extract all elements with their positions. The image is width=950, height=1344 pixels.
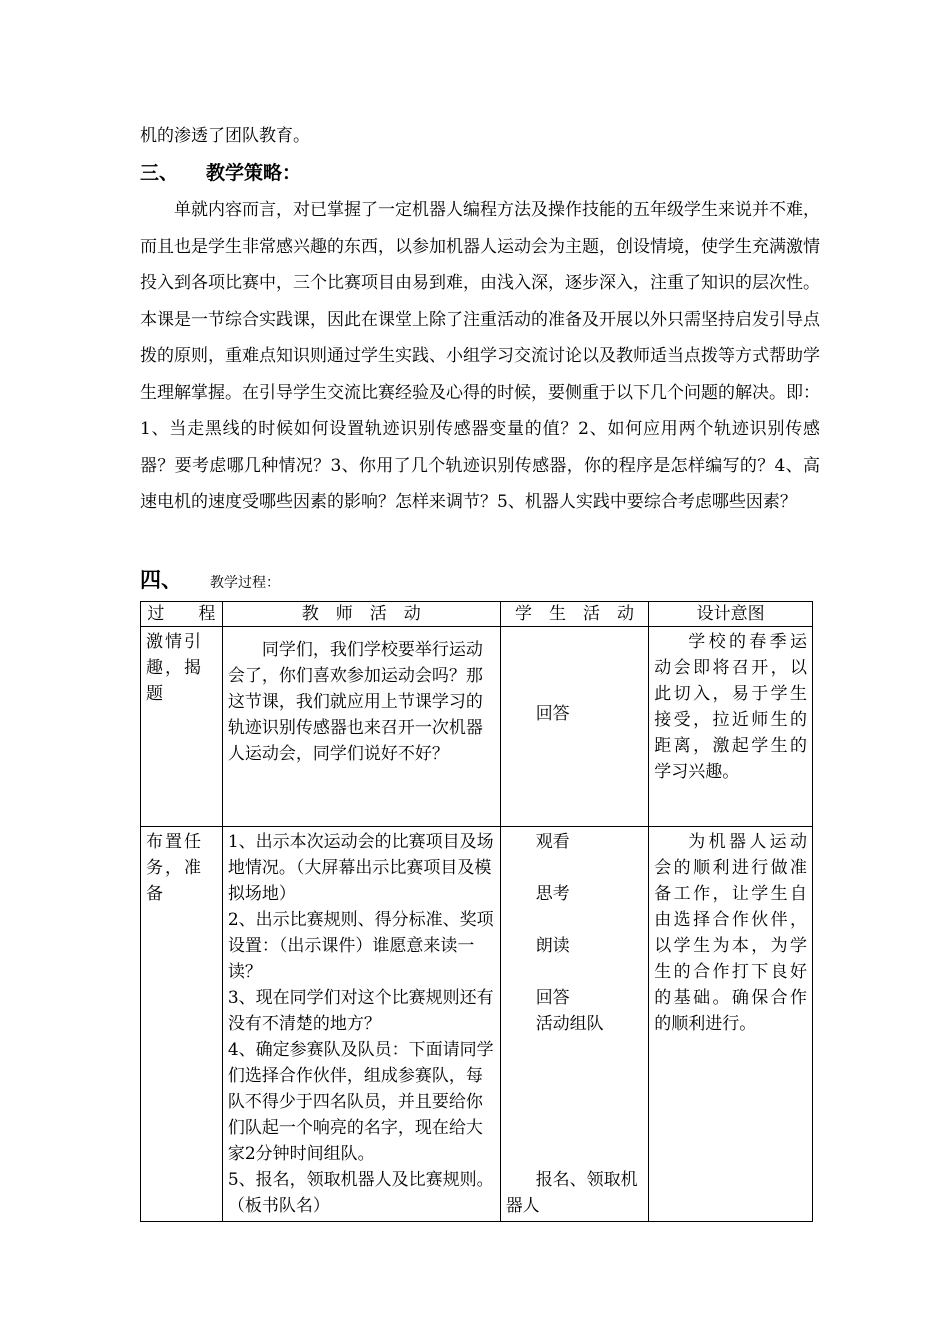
stage-cell: 激情引趣，揭题	[141, 627, 223, 827]
student-activity-item: 思考	[535, 884, 570, 904]
teacher-step: 3、现在同学们对这个比赛规则还有没有不清楚的地方？	[227, 988, 494, 1034]
section-3-title: 教学策略：	[206, 162, 302, 184]
teacher-activity-text: 同学们，我们学校要举行运动会了，你们喜欢参加运动会吗？那这节课，我们就应用上节课学习的轨迹识别传感器也来召开一次机器人运动会，同学们说好不好？	[227, 640, 483, 764]
teacher-activity-cell	[222, 627, 500, 827]
teacher-step: 4、确定参赛队及队员：下面请同学们选择合作伙伴，组成参赛队，每队不得少于四名队员，并且要给你们队起一个响亮的名字，现在给大家2分钟时间组队。	[227, 1040, 494, 1164]
section-4-title: 教学过程：	[210, 575, 280, 591]
teaching-process-table	[140, 601, 813, 1222]
header-student-activity: 学 生 活 动	[500, 602, 649, 627]
design-intent-cell: 为机器人运动会的顺利进行做准备工作，让学生自由选择合作伙伴，以学生为本，为学生的合作打下良好的基础。确保合作的顺利进行。	[649, 827, 813, 1222]
table-row	[141, 627, 813, 827]
stage-cell: 布置任务，准备	[141, 827, 223, 1222]
student-activity-item: 活动组队	[535, 1014, 604, 1034]
section-3-number: 三、	[140, 162, 179, 184]
student-activity-item: 报名、领取机器人	[505, 1170, 638, 1216]
student-activity-cell	[500, 827, 649, 1222]
intro-tail-text: 机的渗透了团队教育。	[140, 126, 310, 146]
section-4-heading	[140, 564, 280, 594]
teacher-step: 1、出示本次运动会的比赛项目及场地情况。（大屏幕出示比赛项目及模拟场地）	[227, 832, 494, 904]
table-header-row	[141, 602, 813, 627]
header-design-intent: 设计意图	[649, 602, 813, 627]
teacher-activity-cell	[222, 827, 500, 1222]
teacher-step: 5、报名，领取机器人及比赛规则。（板书队名）	[227, 1170, 494, 1216]
section-3-heading	[140, 158, 301, 188]
student-activity-item: 回答	[535, 988, 570, 1008]
design-intent-cell: 学校的春季运动会即将召开，以此切入，易于学生接受，拉近师生的距离，激起学生的学习兴趣。	[649, 627, 813, 827]
student-activity-item: 观看	[535, 832, 570, 852]
header-teacher-activity: 教 师 活 动	[222, 602, 500, 627]
student-activity-cell	[500, 627, 649, 827]
header-process: 过 程	[141, 602, 223, 627]
student-activity-item: 回答	[535, 704, 570, 724]
section-4-number: 四、	[140, 568, 182, 592]
teacher-step: 2、出示比赛规则、得分标准、奖项设置：（出示课件）谁愿意来读一读？	[227, 910, 494, 982]
student-activity-item: 朗读	[535, 936, 570, 956]
table-row	[141, 827, 813, 1222]
teaching-strategy-paragraph: 单就内容而言，对已掌握了一定机器人编程方法及操作技能的五年级学生来说并不难，而且也是学生非常感兴趣的东西，以参加机器人运动会为主题，创设情境，使学生充满激情投入到各项比赛中，三个比赛项目由易到难，由浅入深，逐步深入，注重了知识的层次性。本课是一节综合实践课，因此在课堂上除了注重活动的准备及开展以外只需坚持启发引导点拨的原则，重难点知识则通过学生实践、小组学习交流讨论以及教师适当点拨等方式帮助学生理解掌握。在引导学生交流比赛经验及心得的时候，要侧重于以下几个问题的解决。即：1、当走黑线的时候如何设置轨迹识别传感器变量的值？2、如何应用两个轨迹识别传感器？要考虑哪几种情况？3、你用了几个轨迹识别传感器，你的程序是怎样编写的？4、高速电机的速度受哪些因素的影响？怎样来调节？5、机器人实践中要综合考虑哪些因素？	[140, 200, 820, 512]
